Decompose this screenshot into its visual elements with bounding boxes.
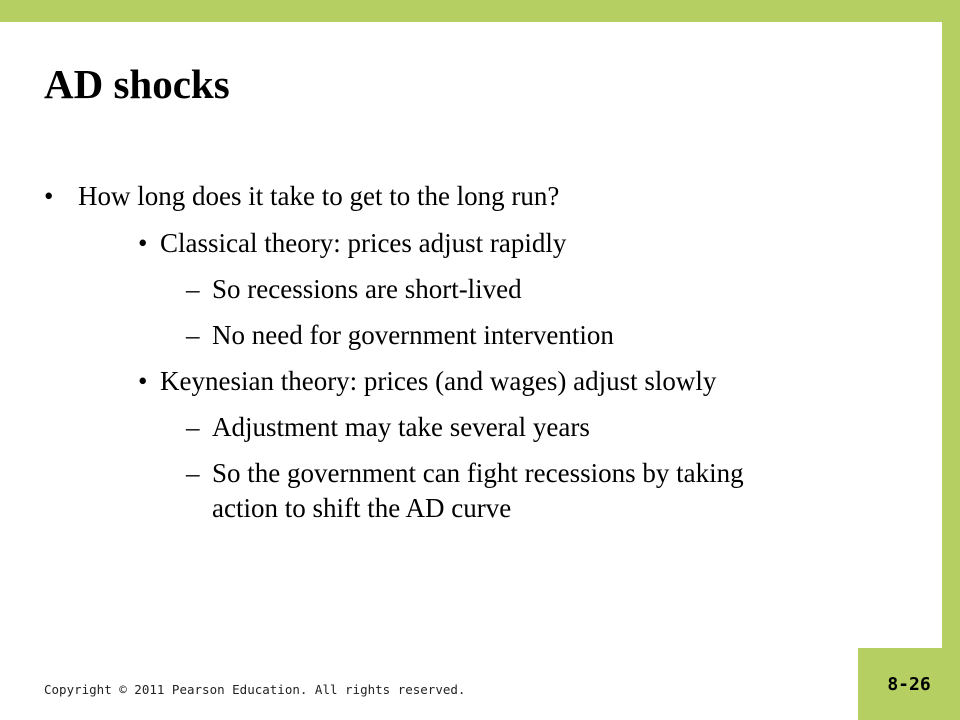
bullet-text: How long does it take to get to the long run? (78, 181, 560, 211)
dash-marker: – (186, 412, 200, 442)
bullet-text: Keynesian theory: prices (and wages) adjust slowly (160, 366, 717, 396)
bullet-marker: • (138, 366, 148, 396)
bullet-marker: • (44, 181, 54, 211)
dash-marker: – (186, 458, 200, 488)
right-accent-bar (942, 0, 960, 648)
dash-text-continuation: action to shift the AD curve (212, 493, 512, 523)
bullet-text: Classical theory: prices adjust rapidly (160, 228, 567, 258)
bullet-marker: • (138, 228, 148, 258)
dash-text: So recessions are short-lived (212, 274, 522, 304)
dash-text: Adjustment may take several years (212, 412, 590, 442)
dash-marker: – (186, 320, 200, 350)
copyright-notice: Copyright © 2011 Pearson Education. All rights reserved. (44, 682, 466, 697)
top-accent-bar (0, 0, 960, 22)
slide-title: AD shocks (44, 61, 230, 107)
page-number: 8-26 (858, 648, 960, 720)
dash-marker: – (186, 274, 200, 304)
dash-text: So the government can fight recessions by taking (212, 458, 744, 488)
dash-text: No need for government intervention (212, 320, 614, 350)
